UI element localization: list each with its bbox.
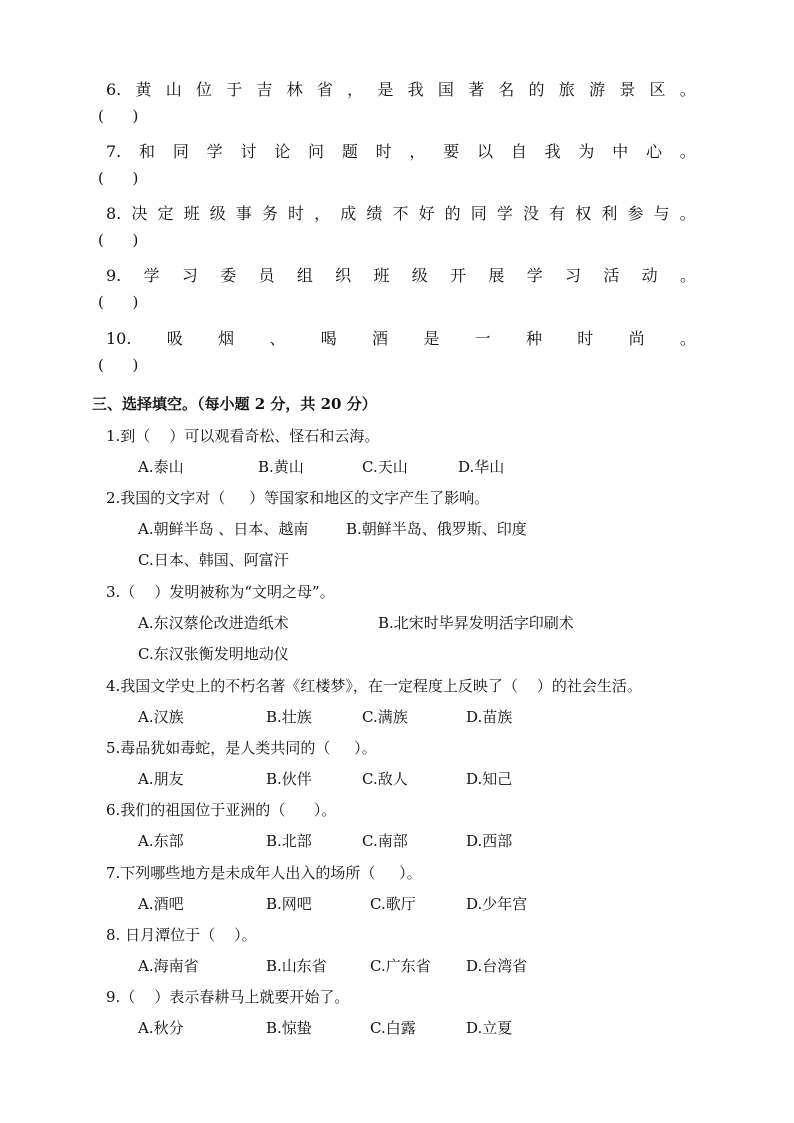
option-7b: B.网吧: [266, 895, 312, 913]
tf-char: 务: [261, 204, 278, 223]
tf-char: 景: [619, 80, 636, 99]
tf-char: 事: [235, 204, 252, 223]
tf-char: 是: [377, 80, 394, 99]
option-7c: C.歌厅: [370, 895, 416, 913]
tf-char: 是: [423, 329, 440, 348]
tf-char: 同: [172, 142, 189, 161]
tf-char: 决: [131, 204, 148, 223]
tf-char: 时: [577, 329, 594, 348]
option-5b: B.伙伴: [266, 770, 312, 788]
tf-char: 权: [575, 204, 592, 223]
tf-char: 绩: [366, 204, 383, 223]
tf-char: 展: [488, 266, 505, 285]
tf-char: 学: [206, 142, 223, 161]
tf-char: 组: [296, 266, 313, 285]
tf-char: 开: [450, 266, 467, 285]
tf-char: 成: [340, 204, 357, 223]
tf-char: 。: [679, 329, 696, 348]
tf-char: 自: [510, 142, 527, 161]
option-6d: D.西部: [466, 832, 513, 850]
option-8c: C.广东省: [370, 957, 431, 975]
option-4c: C.满族: [362, 708, 408, 726]
option-5a: A.朋友: [138, 770, 184, 788]
option-2b: B.朝鲜半岛、俄罗斯、印度: [346, 520, 527, 538]
option-8d: D.台湾省: [466, 957, 528, 975]
answer-paren-8: ( ): [98, 231, 139, 249]
tf-char: 学: [496, 204, 513, 223]
tf-char: 级: [209, 204, 226, 223]
tf-char: 我: [407, 80, 424, 99]
tf-char: 讨: [240, 142, 257, 161]
question-stem-3: 3.（ ）发明被称为“文明之母”。: [106, 583, 335, 601]
tf-char: 员: [258, 266, 275, 285]
option-7a: A.酒吧: [138, 895, 184, 913]
tf-char: 论: [274, 142, 291, 161]
tf-char: 10.: [106, 329, 132, 348]
tf-char: 要: [443, 142, 460, 161]
tf-char: 我: [544, 142, 561, 161]
tf-char: 黄: [135, 80, 152, 99]
section-title: 三、选择填空。（每小题 2 分，共 20 分）: [92, 395, 377, 413]
tf-char: 。: [679, 80, 696, 99]
question-stem-8: 8. 日月潭位于（ ）。: [106, 926, 257, 944]
tf-char: 酒: [372, 329, 389, 348]
option-4a: A.汉族: [138, 708, 184, 726]
tf-char: 。: [679, 266, 696, 285]
tf-char: 动: [641, 266, 658, 285]
tf-char: 尚: [628, 329, 645, 348]
tf-char: 与: [653, 204, 670, 223]
tf-char: 的: [444, 204, 461, 223]
option-1a: A.泰山: [138, 458, 184, 476]
option-9c: C.白露: [370, 1019, 416, 1037]
tf-char: 心: [646, 142, 663, 161]
answer-paren-10: ( ): [98, 356, 139, 374]
option-8a: A.海南省: [138, 957, 199, 975]
option-7d: D.少年宫: [466, 895, 528, 913]
tf-char: 6.: [106, 80, 122, 99]
tf-char: 种: [525, 329, 542, 348]
tf-char: 、: [269, 329, 286, 348]
tf-char: 位: [195, 80, 212, 99]
option-9a: A.秋分: [138, 1019, 184, 1037]
question-stem-5: 5.毒品犹如毒蛇，是人类共同的（ ）。: [106, 739, 377, 757]
tf-char: 名: [498, 80, 515, 99]
tf-char: 国: [437, 80, 454, 99]
tf-char: 参: [627, 204, 644, 223]
question-stem-4: 4.我国文学史上的不朽名著《红楼梦》，在一定程度上反映了（ ）的社会生活。: [106, 677, 642, 695]
option-1b: B.黄山: [258, 458, 304, 476]
tf-char: ，: [314, 204, 331, 223]
tf-char: 学: [143, 266, 160, 285]
tf-char: 著: [468, 80, 485, 99]
tf-char: 没: [523, 204, 540, 223]
tf-char: 时: [288, 204, 305, 223]
question-stem-1: 1.到（ ）可以观看奇松、怪石和云海。: [106, 427, 380, 445]
tf-char: 。: [679, 204, 696, 223]
tf-char: 和: [139, 142, 156, 161]
tf-char: 定: [157, 204, 174, 223]
tf-char: 学: [526, 266, 543, 285]
tf-char: 的: [528, 80, 545, 99]
option-1c: C.天山: [362, 458, 408, 476]
tf-item-7: [106, 139, 696, 162]
option-6b: B.北部: [266, 832, 312, 850]
option-4b: B.壮族: [266, 708, 312, 726]
option-3c: C.东汉张衡发明地动仪: [138, 645, 289, 663]
tf-char: 委: [220, 266, 237, 285]
tf-char: 题: [341, 142, 358, 161]
answer-paren-9: ( ): [98, 293, 139, 311]
tf-char: 烟: [218, 329, 235, 348]
option-8b: B.山东省: [266, 957, 327, 975]
tf-char: 省: [316, 80, 333, 99]
option-2c: C.日本、韩国、阿富汗: [138, 551, 289, 569]
tf-item-9: [106, 263, 696, 286]
option-9d: D.立夏: [466, 1019, 513, 1037]
tf-char: 班: [183, 204, 200, 223]
tf-item-8: [106, 201, 696, 224]
option-5d: D.知己: [466, 770, 513, 788]
option-2a: A.朝鲜半岛 、日本、越南: [138, 520, 309, 538]
tf-char: 织: [335, 266, 352, 285]
tf-char: 以: [477, 142, 494, 161]
tf-char: ，: [409, 142, 426, 161]
tf-char: 班: [373, 266, 390, 285]
tf-char: 8.: [106, 204, 122, 223]
tf-char: 不: [392, 204, 409, 223]
answer-paren-7: ( ): [98, 169, 139, 187]
option-5c: C.敌人: [362, 770, 408, 788]
tf-char: 习: [565, 266, 582, 285]
tf-char: 山: [165, 80, 182, 99]
tf-char: 一: [474, 329, 491, 348]
option-1d: D.华山: [458, 458, 505, 476]
tf-char: 7.: [106, 142, 122, 161]
tf-char: 。: [679, 142, 696, 161]
tf-char: 旅: [558, 80, 575, 99]
tf-char: 同: [470, 204, 487, 223]
option-6c: C.南部: [362, 832, 408, 850]
tf-item-10: [106, 326, 696, 349]
tf-char: 于: [226, 80, 243, 99]
tf-char: 9.: [106, 266, 122, 285]
question-stem-9: 9.（ ）表示春耕马上就要开始了。: [106, 988, 350, 1006]
tf-char: ，: [347, 80, 364, 99]
question-stem-2: 2.我国的文字对（ ）等国家和地区的文字产生了影响。: [106, 489, 490, 507]
tf-char: 好: [418, 204, 435, 223]
option-9b: B.惊蛰: [266, 1019, 312, 1037]
tf-char: 问: [308, 142, 325, 161]
tf-char: 级: [411, 266, 428, 285]
tf-char: 为: [578, 142, 595, 161]
question-stem-6: 6.我们的祖国位于亚洲的（ ）。: [106, 801, 337, 819]
tf-char: 习: [181, 266, 198, 285]
option-6a: A.东部: [138, 832, 184, 850]
tf-char: 有: [549, 204, 566, 223]
option-3b: B.北宋时毕昇发明活字印刷术: [378, 614, 574, 632]
tf-char: 吸: [166, 329, 183, 348]
tf-char: 喝: [320, 329, 337, 348]
tf-char: 林: [286, 80, 303, 99]
option-3a: A.东汉蔡伦改进造纸术: [138, 614, 289, 632]
tf-char: 时: [375, 142, 392, 161]
tf-char: 中: [612, 142, 629, 161]
answer-paren-6: ( ): [98, 107, 139, 125]
option-4d: D.苗族: [466, 708, 513, 726]
tf-char: 区: [649, 80, 666, 99]
tf-char: 吉: [256, 80, 273, 99]
tf-char: 活: [603, 266, 620, 285]
question-stem-7: 7.下列哪些地方是未成年人出入的场所（ ）。: [106, 864, 422, 882]
tf-item-6: [106, 77, 696, 100]
tf-char: 游: [589, 80, 606, 99]
tf-char: 利: [601, 204, 618, 223]
